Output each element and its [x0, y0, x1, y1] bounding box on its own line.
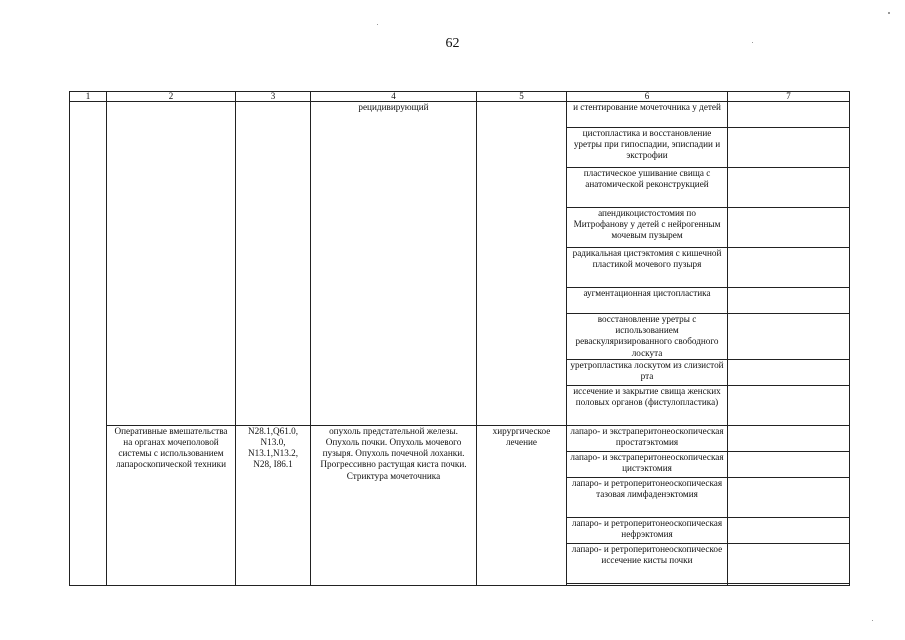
- procedure-text: восстановление уретры с использованием реваскуляризированного свободного лоскута: [575, 314, 719, 358]
- scan-speck: [872, 620, 873, 621]
- procedure-cell: [567, 168, 728, 208]
- table-row: [70, 425, 850, 451]
- norm-cell: [728, 385, 850, 425]
- procedure-text: цистопластика и восстановление уретры при гипоспадии, эписпадии и экстрофии: [573, 128, 721, 161]
- row-number-cell: [70, 102, 107, 586]
- intervention-name-cell: Оперативные вмешательства на органах мочеполовой системы с использованием лапароскопической техники: [107, 425, 236, 585]
- procedure-text: аугментационная цистопластика: [583, 288, 711, 298]
- icd-codes-cell: [236, 102, 311, 426]
- procedure-text: радикальная цистэктомия с кишечной пластикой мочевого пузыря: [572, 248, 722, 270]
- procedure-text: и стентирование мочеточника у детей: [573, 102, 721, 112]
- norm-cell: [728, 168, 850, 208]
- procedure-text: пластическое ушивание свища с анатомической реконструкцией: [583, 168, 711, 190]
- norm-cell: [728, 128, 850, 168]
- procedure-text: лапаро- и ретроперитонеоскопическая тазовая лимфаденэктомия: [571, 477, 723, 500]
- norm-cell: [728, 583, 850, 585]
- column-header: 7: [728, 92, 850, 102]
- scan-speck: [752, 42, 753, 43]
- norm-cell: [728, 102, 850, 128]
- procedure-cell: [567, 477, 728, 517]
- scan-speck: [377, 24, 378, 25]
- norm-cell: [728, 517, 850, 543]
- procedure-cell: [567, 517, 728, 543]
- procedure-cell: [567, 359, 728, 385]
- procedure-text: апендикоцистостомия по Митрофанову у детей с нейрогенным мочевым пузырем: [573, 208, 721, 241]
- treatment-type-cell: [477, 102, 567, 426]
- column-header: 1: [70, 92, 107, 102]
- services-table: [69, 91, 850, 586]
- procedure-cell: [567, 208, 728, 248]
- page-number: 62: [445, 36, 460, 51]
- procedure-cell: [567, 425, 728, 451]
- column-number-row: [70, 92, 850, 102]
- procedure-text: лапаро- и экстраперитонеоскопическая простатэктомия: [570, 425, 724, 448]
- procedure-cell: [567, 385, 728, 425]
- column-header: 5: [477, 92, 567, 102]
- patient-model-cell: опухоль предстательной железы. Опухоль почки. Опухоль мочевого пузыря. Опухоль почечной лоханки. Прогрессивно растущая киста почки. Стриктура мочеточника: [311, 425, 477, 585]
- scan-speck: [888, 12, 890, 14]
- column-header: 6: [567, 92, 728, 102]
- norm-cell: [728, 314, 850, 360]
- icd-codes-cell: N28.1,Q61.0, N13.0, N13.1,N13.2, N28, I86.1: [236, 425, 311, 585]
- norm-cell: [728, 288, 850, 314]
- procedure-text: лапаро- и ретроперитонеоскопическое иссечение кисты почки: [571, 543, 723, 566]
- patient-model-cell: рецидивирующий: [311, 102, 477, 426]
- procedure-text: лапаро- и ретроперитонеоскопическая нефрэктомия: [571, 517, 723, 540]
- procedure-cell: [567, 248, 728, 288]
- norm-cell: [728, 451, 850, 477]
- norm-cell: [728, 543, 850, 583]
- treatment-type-cell: хирургическое лечение: [477, 425, 567, 585]
- norm-cell: [728, 425, 850, 451]
- procedure-cell: [567, 102, 728, 128]
- procedure-cell: [567, 543, 728, 583]
- procedure-cell: [567, 451, 728, 477]
- table-row: [70, 102, 850, 128]
- procedure-cell: [567, 128, 728, 168]
- norm-cell: [728, 208, 850, 248]
- procedure-text: уретропластика лоскутом из слизистой рта: [570, 359, 724, 382]
- column-header: 3: [236, 92, 311, 102]
- procedure-cell: [567, 583, 728, 585]
- procedure-text: лапаро- и экстраперитонеоскопическая цистэктомия: [570, 451, 724, 474]
- norm-cell: [728, 477, 850, 517]
- column-header: 2: [107, 92, 236, 102]
- intervention-name-cell: [107, 102, 236, 426]
- norm-cell: [728, 359, 850, 385]
- procedure-cell: [567, 314, 728, 360]
- procedure-cell: [567, 288, 728, 314]
- procedure-text: иссечение и закрытие свища женских половых органов (фистулопластика): [573, 385, 721, 408]
- norm-cell: [728, 248, 850, 288]
- column-header: 4: [311, 92, 477, 102]
